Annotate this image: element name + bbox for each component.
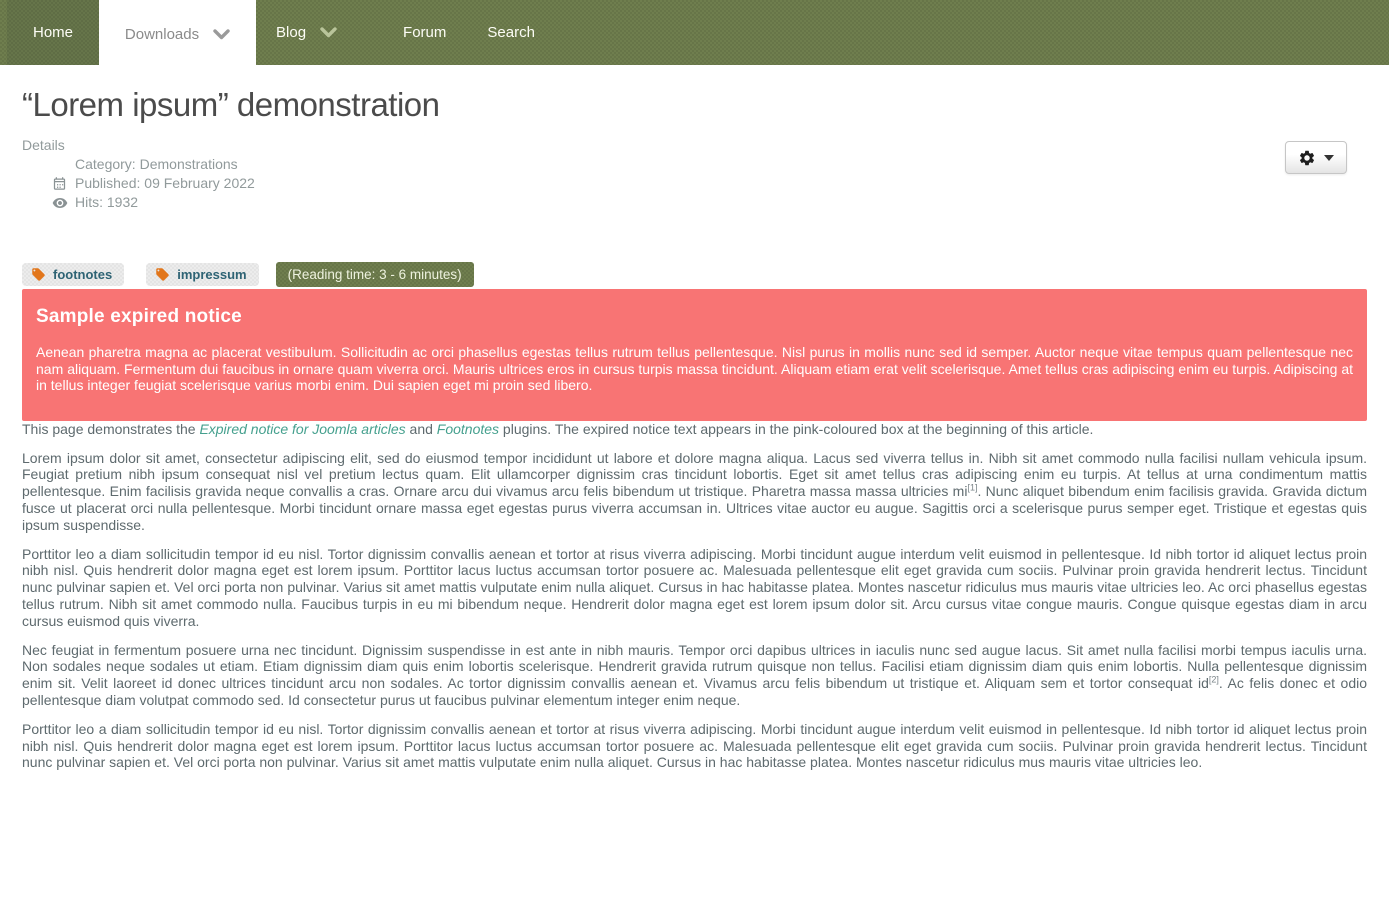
tag-icon	[155, 267, 170, 282]
link-footnotes-plugin[interactable]: Footnotes	[436, 420, 500, 437]
category-value: Demonstrations	[139, 156, 238, 172]
details-published	[52, 174, 1367, 193]
intro-text: This page demonstrates the	[22, 420, 200, 437]
expired-notice-box	[22, 289, 1367, 421]
reading-time-badge	[276, 262, 474, 287]
tags-row	[22, 262, 1367, 287]
expired-notice-title: Sample expired notice	[36, 306, 242, 327]
nav-search-label: Search	[487, 24, 535, 41]
paragraph-text: . Nunc aliquet bibendum enim facilisis gravida. Gravida dictum fusce ut placerat orci nulla pellentesque. Morbi tincidunt ornare massa eget egestas purus viverra accumsan in. Ultrices vitae auctor eu augue. Sagittis orci a scelerisque purus semper eget. Tristique et egestas quis ipsum suspendisse.	[22, 483, 1367, 533]
paragraph-text: Lorem ipsum dolor sit amet, consectetur adipiscing elit, sed do eiusmod tempor incididunt ut labore et dolore magna aliqua. Lacus sed viverra tellus in. Nibh sit amet commodo nulla facilisi nullam vehicula ipsum. Feugiat pretium nibh ipsum consequat nisl vel pretium lectus quam. Elit ullamcorper dignissim cras tincidunt lobortis. Eget sit amet tellus cras adipiscing enim eu turpis. At tellus at urna condimentum mattis pellentesque. Enim facilisis gravida neque convallis a cras. Ornare arcu dui vivamus arcu felis bibendum ut tristique. Pharetra massa massa ultricies mi	[22, 449, 1367, 500]
details-hits	[52, 193, 1367, 212]
footnote-marker-1[interactable]: [1]	[967, 482, 978, 493]
body-paragraph-1	[22, 450, 1367, 534]
gear-icon	[1298, 149, 1316, 167]
paragraph-text: . Ac felis donec et odio pellentesque diam volutpat commodo sed. Id consectetur purus ut faucibus pulvinar elementum integer enim neque.	[22, 675, 1368, 708]
calendar-icon	[52, 176, 75, 191]
article-options-button[interactable]	[1285, 141, 1347, 174]
chevron-down-icon	[320, 27, 337, 38]
intro-paragraph	[22, 421, 1367, 438]
hits-value: 1932	[106, 194, 139, 210]
intro-text: and	[405, 420, 437, 437]
body-paragraph-3	[22, 642, 1367, 709]
nav-item-blog[interactable]	[256, 0, 357, 65]
nav-item-search[interactable]	[477, 0, 545, 65]
nav-downloads-label: Downloads	[124, 25, 200, 43]
article-body	[22, 421, 1367, 771]
published-label: Published:	[75, 175, 141, 191]
nav-blog-label: Blog	[276, 24, 307, 41]
intro-text: plugins. The expired notice text appears in the pink-coloured box at the beginning of this article.	[499, 420, 1094, 437]
page-title: “Lorem ipsum” demonstration	[22, 86, 440, 123]
main-navbar	[0, 0, 1389, 65]
reading-time-label: (Reading time: 3 - 6 minutes)	[287, 267, 462, 282]
article-details	[22, 137, 1367, 212]
expired-notice-body: Aenean pharetra magna ac placerat vestibulum. Sollicitudin ac orci phasellus egestas tellus rutrum tellus pellentesque. Nisl purus in mollis nunc sed id semper. Auctor neque vitae tempus quam pellentesque nec nam aliquam. Fermentum dui faucibus in ornare quam viverra orci. Mauris ultrices eros in cursus turpis massa tincidunt. Aliquam etiam erat velit scelerisque. Amet tellus cras adipiscing enim eu turpis. Adipiscing at in tellus integer feugiat scelerisque varius morbi enim. Dui sapien eget mi proin sed libero.	[36, 344, 1353, 394]
published-value: 09 February 2022	[144, 175, 255, 191]
details-heading: Details	[22, 137, 65, 153]
caret-down-icon	[1324, 155, 1334, 161]
tag-label: footnotes	[53, 267, 113, 282]
footnote-marker-2[interactable]: [2]	[1208, 674, 1219, 685]
details-category	[52, 155, 1367, 174]
link-expired-notice-plugin[interactable]: Expired notice for Joomla articles	[199, 420, 406, 437]
tag-label: impressum	[177, 267, 247, 282]
nav-forum-label: Forum	[403, 24, 447, 41]
nav-item-home[interactable]	[7, 0, 99, 65]
eye-icon	[52, 195, 75, 211]
category-label: Category:	[75, 156, 136, 172]
nav-item-downloads[interactable]	[99, 0, 256, 68]
tag-impressum[interactable]	[146, 263, 258, 286]
body-paragraph-4: Porttitor leo a diam sollicitudin tempor id eu nisl. Tortor dignissim convallis aenean et tortor at risus viverra adipiscing. Morbi tincidunt augue interdum velit euismod in pellentesque. Id nibh tortor id aliquet lectus proin nibh nisl. Quis hendrerit dolor magna eget est lorem ipsum. Porttitor lacus luctus accumsan tortor posuere ac. Malesuada pellentesque elit eget gravida cum sociis. Pulvinar proin gravida hendrerit lectus. Tincidunt nunc pulvinar sapien et. Vel orci porta non pulvinar. Varius sit amet mattis vulputate enim nulla aliquet. Cursus in hac habitasse platea. Montes nascetur ridiculus mus mauris vitae ultricies leo.	[22, 720, 1367, 771]
hits-label: Hits:	[75, 194, 103, 210]
tag-footnotes[interactable]	[22, 263, 124, 286]
chevron-down-icon	[213, 29, 230, 40]
nav-home-label: Home	[33, 24, 74, 41]
nav-item-forum[interactable]	[379, 0, 470, 65]
tag-icon	[31, 267, 46, 282]
body-paragraph-2: Porttitor leo a diam sollicitudin tempor id eu nisl. Tortor dignissim convallis aenean et tortor at risus viverra adipiscing. Morbi tincidunt augue interdum velit euismod in pellentesque. Id nibh tortor id aliquet lectus proin nibh nisl. Quis hendrerit dolor magna eget est lorem ipsum. Porttitor lacus luctus accumsan tortor posuere ac. Malesuada pellentesque elit eget gravida cum sociis. Pulvinar proin gravida hendrerit lectus. Tincidunt nunc pulvinar sapien et. Vel orci porta non pulvinar. Varius sit amet mattis vulputate enim nulla aliquet. Cursus in hac habitasse platea. Montes nascetur ridiculus mus mauris vitae ultricies leo. Ac orci phasellus egestas tellus rutrum. Nibh sit amet commodo nulla. Faucibus turpis in eu mi bibendum neque. Hendrerit dolor magna eget est lorem ipsum dolor sit. Arcu cursus vitae congue mauris. Congue quisque egestas diam in arcu cursus euismod quis viverra.	[22, 545, 1367, 629]
paragraph-text: Nec feugiat in fermentum posuere urna nec tincidunt. Dignissim suspendisse in est ante in nibh mauris. Tempor orci dapibus ultrices in iaculis nunc sed augue lacus. Sit amet nulla facilisi morbi tempus iaculis urna. Non sodales neque sodales ut etiam. Etiam dignissim diam quis enim lobortis scelerisque. Hendrerit gravida rutrum quisque non tellus. Facilisi etiam dignissim diam quis enim lobortis. Nulla pellentesque dignissim enim sit. Velit laoreet id donec ultrices tincidunt arcu non sodales. Ac tortor dignissim convallis aenean et. Vivamus arcu felis bibendum ut tristique et. Aliquam sem et tortor consequat id	[22, 641, 1367, 692]
